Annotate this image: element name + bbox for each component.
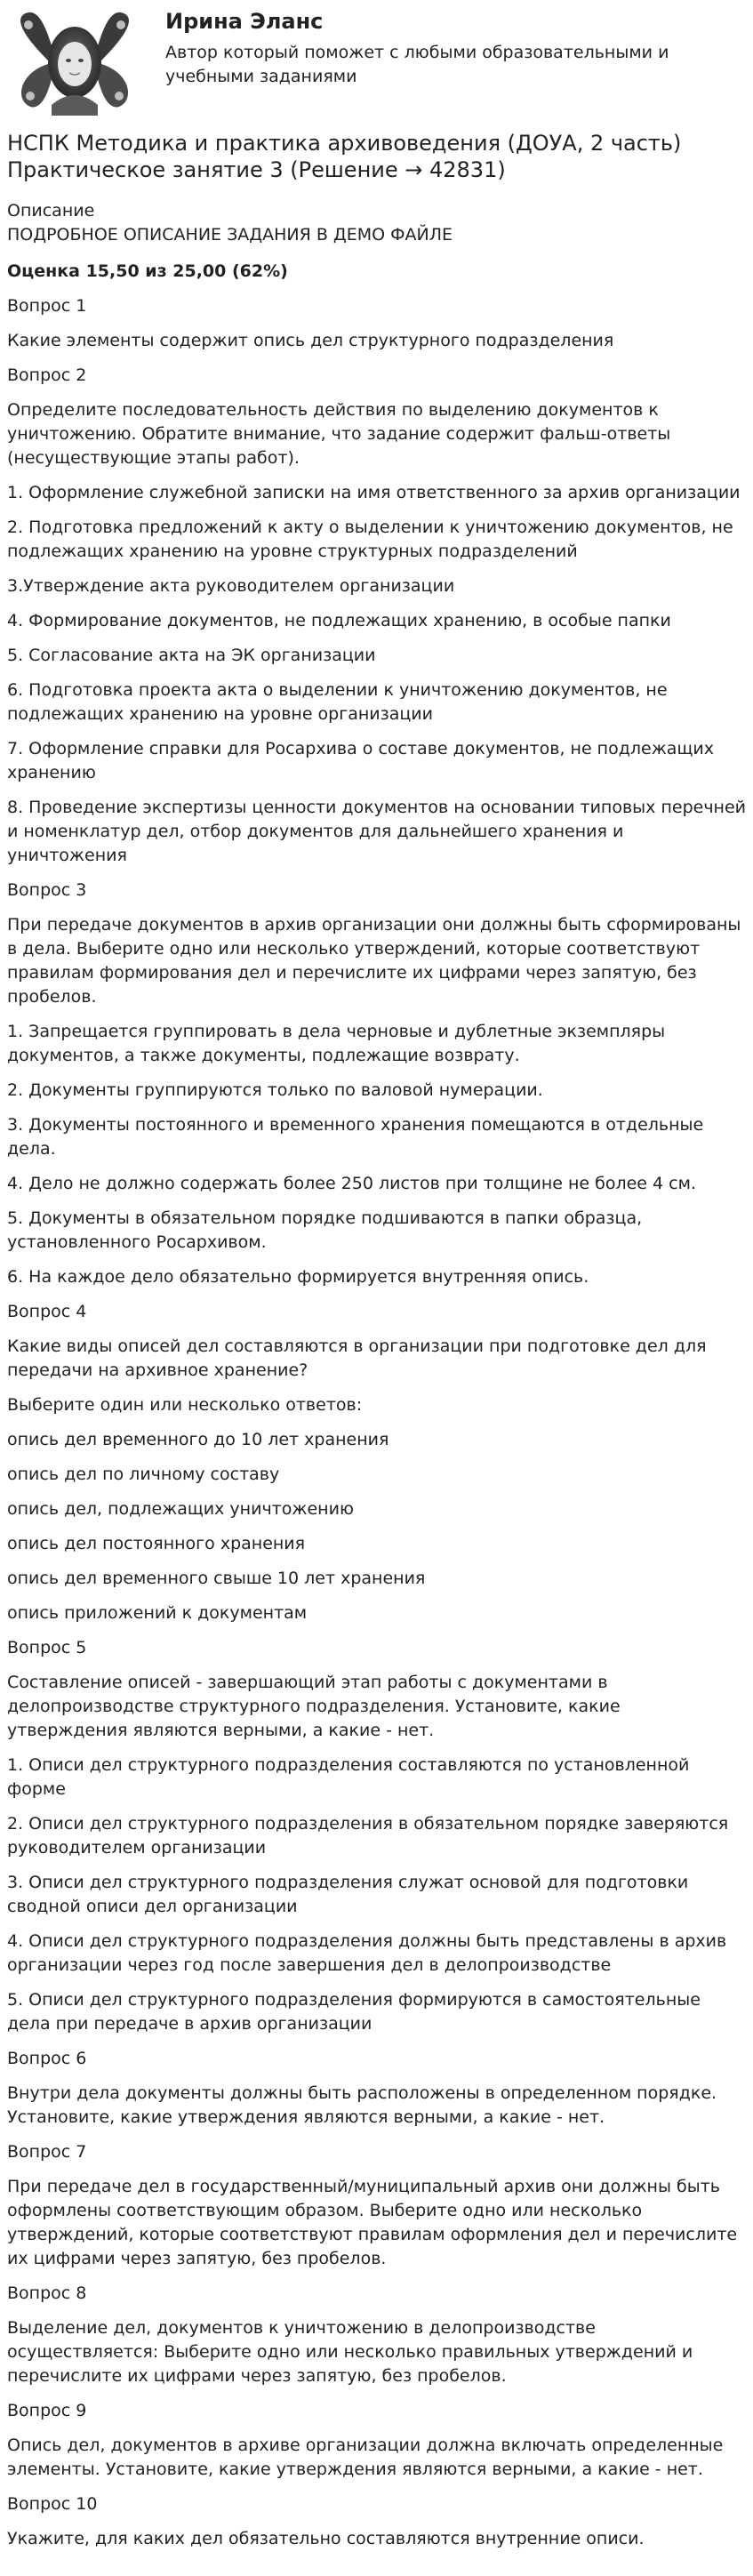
question-item: 2. Описи дел структурного подразделения в обязательном порядке заверяются руководителем организации <box>7 1814 729 1858</box>
question-text: Составление описей - завершающий этап работы с документами в делопроизводстве структурного подразделения. Установите, какие утверждения являются верными, а какие - нет. <box>7 1673 621 1740</box>
question-text: Выделение дел, документов к уничтожению в делопроизводстве осуществляется: Выберите одно или несколько правильных утверждений и перечислите их цифрами через запятую, без пробелов. <box>7 2318 693 2386</box>
questions-list <box>7 294 746 2551</box>
question-item: 5. Описи дел структурного подразделения формируются в самостоятельные дела при передаче в архив организации <box>7 1990 701 2034</box>
question-block <box>7 2282 746 2388</box>
question-block <box>7 2140 746 2271</box>
question-text: При передаче дел в государственный/муниципальный архив они должны быть оформлены соответствующим образом. Выберите одно или несколько утверждений, которые соответствуют правилам оформления дел и перечислите их цифрами через запятую, без пробелов. <box>7 2177 738 2268</box>
question-heading: Вопрос 10 <box>7 2494 98 2514</box>
score: Оценка 15,50 из 25,00 (62%) <box>7 261 288 281</box>
question-item: 3.Утверждение акта руководителем организации <box>7 576 455 596</box>
question-block <box>7 1636 746 2036</box>
description-label: Описание <box>7 201 95 221</box>
question-text: Опись дел, документов в архиве организации должна включать определенные элементы. Установите, какие утверждения являются верными, а какие - нет. <box>7 2436 724 2479</box>
page-title: НСПК Методика и практика архивоведения (ДОУА, 2 часть) Практическое занятие 3 (Решение → 42831) <box>7 131 682 182</box>
author-name[interactable]: Ирина Эланс <box>165 9 324 34</box>
question-item: 6. На каждое дело обязательно формируется внутренняя опись. <box>7 1267 589 1287</box>
question-block <box>7 879 746 1289</box>
question-item: 4. Описи дел структурного подразделения должны быть представлены в архив организации через год после завершения дел в делопроизводстве <box>7 1931 727 1975</box>
question-item: опись дел постоянного хранения <box>7 1534 306 1553</box>
question-block <box>7 294 746 353</box>
question-item: опись дел временного до 10 лет хранения <box>7 1430 389 1449</box>
question-block <box>7 1300 746 1625</box>
question-item: 4. Формирование документов, не подлежащих хранению, в особые папки <box>7 611 671 630</box>
question-item: 1. Описи дел структурного подразделения составляются по установленной форме <box>7 1755 690 1799</box>
author-avatar[interactable] <box>12 7 137 116</box>
question-heading: Вопрос 7 <box>7 2142 87 2162</box>
author-description: Автор который поможет с любыми образовательными и учебными заданиями <box>165 43 669 86</box>
question-item: 4. Дело не должно содержать более 250 листов при толщине не более 4 см. <box>7 1174 696 1193</box>
question-heading: Вопрос 8 <box>7 2283 87 2303</box>
question-heading: Вопрос 2 <box>7 365 87 385</box>
question-heading: Вопрос 1 <box>7 296 87 316</box>
description-text: ПОДРОБНОЕ ОПИСАНИЕ ЗАДАНИЯ В ДЕМО ФАЙЛЕ <box>7 225 453 245</box>
question-item: 8. Проведение экспертизы ценности документов на основании типовых перечней и номенклатур дел, отбор документов для дальнейшего хранения и уничтожения <box>7 798 746 865</box>
question-block <box>7 364 746 868</box>
question-item: 3. Документы постоянного и временного хранения помещаются в отдельные дела. <box>7 1115 704 1159</box>
question-item: опись дел, подлежащих уничтожению <box>7 1499 354 1519</box>
question-heading: Вопрос 9 <box>7 2401 87 2420</box>
question-item: опись дел по личному составу <box>7 1465 280 1484</box>
question-heading: Вопрос 6 <box>7 2049 87 2068</box>
question-item: 5. Согласование акта на ЭК организации <box>7 646 376 665</box>
question-text: Определите последовательность действия по выделению документов к уничтожению. Обратите внимание, что задание содержит фальш-ответы (несуществующие этапы работ). <box>7 400 671 468</box>
question-item: 2. Подготовка предложений к акту о выделении к уничтожению документов, не подлежащих хранению на уровне структурных подразделений <box>7 518 733 561</box>
question-heading: Вопрос 4 <box>7 1302 87 1321</box>
question-item: 3. Описи дел структурного подразделения служат основой для подготовки сводной описи дел организации <box>7 1873 689 1916</box>
question-text: Внутри дела документы должны быть расположены в определенном порядке. Установите, какие утверждения являются верными, а какие - нет. <box>7 2083 717 2127</box>
question-item: 6. Подготовка проекта акта о выделении к уничтожению документов, не подлежащих хранению на уровне организации <box>7 680 668 724</box>
question-item: 5. Документы в обязательном порядке подшиваются в папки образца, установленного Росархивом. <box>7 1208 643 1252</box>
question-heading: Вопрос 3 <box>7 880 87 900</box>
question-heading: Вопрос 5 <box>7 1638 87 1657</box>
question-text: Какие элементы содержит опись дел структурного подразделения <box>7 331 614 350</box>
author-block <box>7 0 746 124</box>
question-block <box>7 2492 746 2551</box>
question-item: 7. Оформление справки для Росархива о составе документов, не подлежащих хранению <box>7 739 714 782</box>
question-item: опись приложений к документам <box>7 1603 308 1623</box>
question-text: Какие виды описей дел составляются в организации при подготовке дел для передачи на архивное хранение? <box>7 1336 707 1380</box>
question-item: 1. Запрещается группировать в дела черновые и дублетные экземпляры документов, а также документы, подлежащие возврату. <box>7 1022 666 1065</box>
question-block <box>7 2047 746 2130</box>
question-text: При передаче документов в архив организации они должны быть сформированы в дела. Выберите одно или несколько утверждений, которые соответствуют правилам формирования дел и перечислите их цифрами через запятую, без пробелов. <box>7 915 741 1007</box>
question-item: Выберите один или несколько ответов: <box>7 1395 363 1415</box>
question-item: опись дел временного свыше 10 лет хранения <box>7 1569 426 1588</box>
avatar-image <box>12 7 137 116</box>
question-text: Укажите, для каких дел обязательно составляются внутренние описи. <box>7 2529 645 2548</box>
question-item: 1. Оформление служебной записки на имя ответственного за архив организации <box>7 483 741 502</box>
question-block <box>7 2399 746 2482</box>
question-item: 2. Документы группируются только по валовой нумерации. <box>7 1080 543 1100</box>
